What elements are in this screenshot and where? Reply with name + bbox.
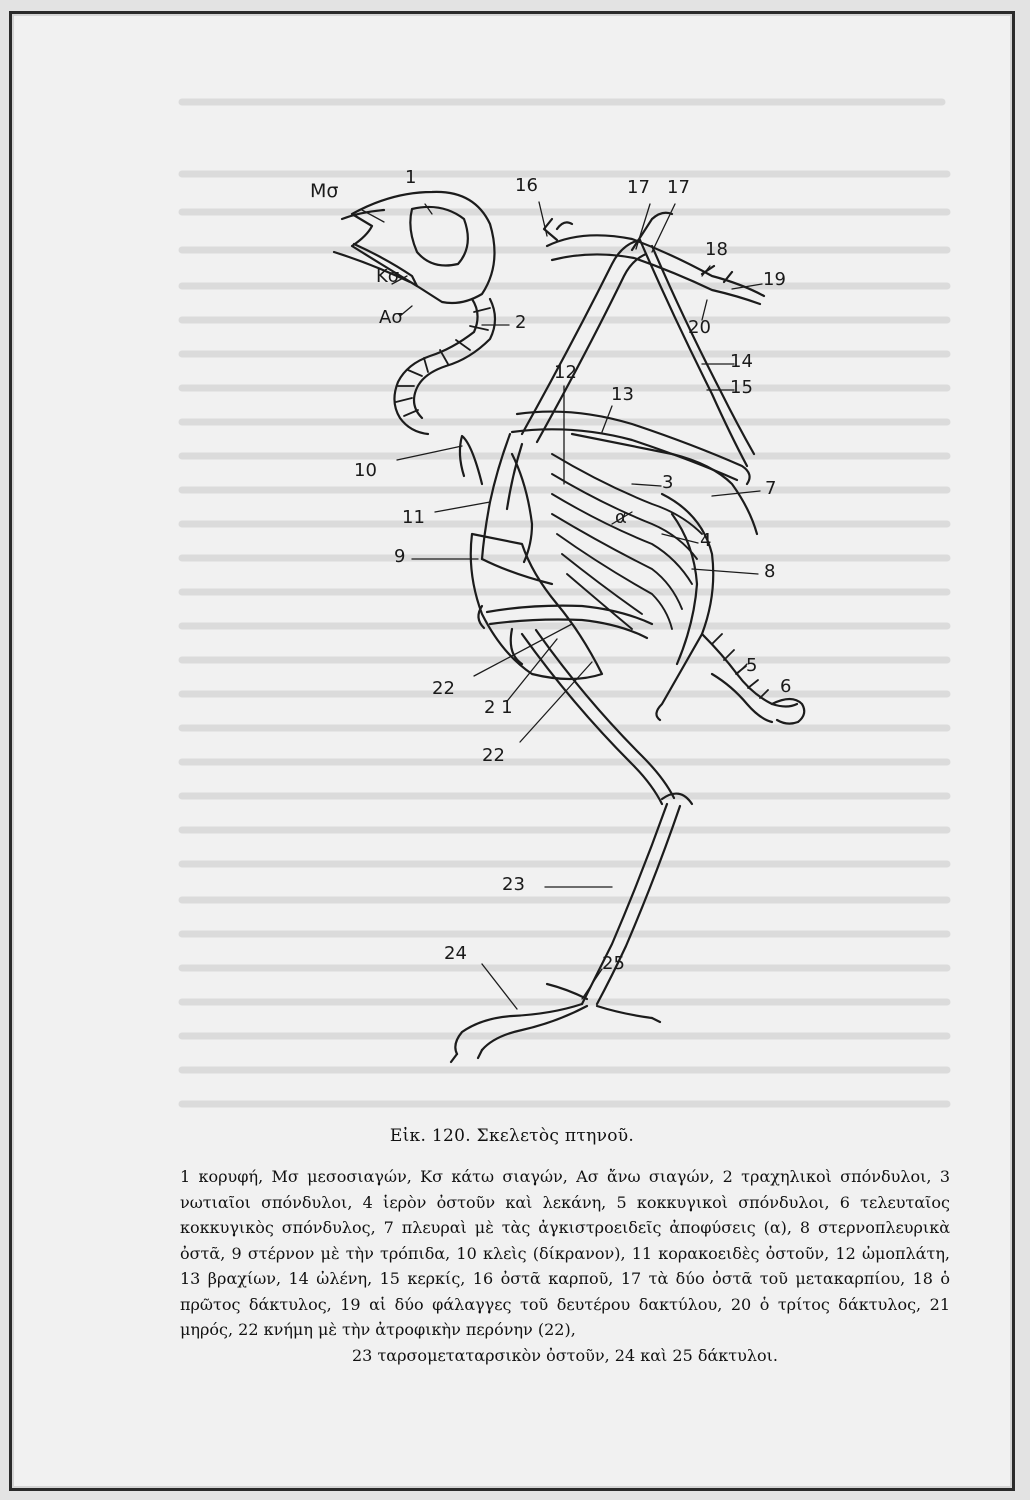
figure-label-premaxilla: Μσ bbox=[310, 180, 339, 202]
figure-label-20: 20 bbox=[688, 317, 711, 338]
figure-label-13: 13 bbox=[611, 384, 634, 405]
figure-label-22b: 22 bbox=[482, 745, 505, 766]
figure-label-4: 4 bbox=[700, 530, 712, 551]
figure-label-15: 15 bbox=[730, 377, 753, 398]
caption-legend-last-line: 23 ταρσομεταταρσικὸν ὀστοῦν, 24 καὶ 25 δάκτυλοι. bbox=[352, 1345, 778, 1365]
figure-caption-legend bbox=[180, 1164, 950, 1368]
figure-label-25: 25 bbox=[602, 953, 625, 974]
figure-label-18: 18 bbox=[705, 239, 728, 260]
figure-label-8: 8 bbox=[764, 561, 776, 582]
figure-label-lower-jaw: Κσ bbox=[376, 266, 400, 287]
pelvis bbox=[656, 494, 713, 720]
figure-label-2: 2 bbox=[515, 312, 527, 333]
neck-vertebrae bbox=[394, 299, 477, 434]
figure-label-23: 23 bbox=[502, 874, 525, 895]
tarsometatarsus bbox=[582, 804, 667, 1004]
figure-label-19: 19 bbox=[763, 269, 786, 290]
figure-label-9: 9 bbox=[394, 546, 406, 567]
figure-label-21: 2 1 bbox=[484, 697, 513, 718]
figure-label-12: 12 bbox=[554, 362, 577, 383]
skull bbox=[352, 192, 495, 303]
figure-label-17a: 17 bbox=[627, 177, 650, 198]
figure-label-10: 10 bbox=[354, 460, 377, 481]
figure-label-3: 3 bbox=[662, 472, 674, 493]
ribs bbox=[552, 454, 702, 629]
figure-label-16: 16 bbox=[515, 175, 538, 196]
figure-label-alpha: α bbox=[615, 507, 627, 528]
toes bbox=[451, 984, 660, 1062]
figure-label-upper-jaw: Ασ bbox=[379, 307, 403, 328]
figure-label-1: 1 bbox=[405, 167, 417, 188]
figure-label-22a: 22 bbox=[432, 678, 455, 699]
figure-label-7: 7 bbox=[765, 478, 777, 499]
pygostyle bbox=[772, 699, 804, 724]
figure-label-14: 14 bbox=[730, 351, 753, 372]
book-page bbox=[12, 14, 1012, 1488]
tibiotarsus bbox=[522, 634, 662, 804]
caption-legend-text: 1 κορυφή, Μσ μεσοσιαγών, Κσ κάτω σιαγών, Ασ ἄνω σιαγών, 2 τραχηλικοὶ σπόνδυλοι, 3 νωτιαῖοι σπόνδυλοι, 4 ἱερὸν ὀστοῦν καὶ λεκάνη, 5 κοκκυγικοὶ σπόνδυλοι, 6 τελευταῖος κοκκυγικὸς σπόνδυλος, 7 πλευραὶ μὲ τὰς ἀγκιστροειδεῖς ἀποφύσεις (α), 8 στερνοπλευρικὰ ὀστᾶ, 9 στέρνον μὲ τὴν τρόπιδα, 10 κλεὶς (δίκρανον), 11 κορακοειδὲς ὀστοῦν, 12 ὠμοπλάτη, 13 βραχίων, 14 ὠλένη, 15 κερκίς, 16 ὀστᾶ καρποῦ, 17 τὰ δύο ὀστᾶ τοῦ μετακαρπίου, 18 ὁ πρῶτος δάκτυλος, 19 αἱ δύο φάλαγγες τοῦ δευτέρου δακτύλου, 20 ὁ τρίτος δάκτυλος, 21 μηρός, 22 κνήμη μὲ τὴν ἀτροφικὴν περόνην (22), bbox=[180, 1167, 950, 1339]
figure-label-24: 24 bbox=[444, 943, 467, 964]
figure-label-6: 6 bbox=[780, 676, 792, 697]
figure-label-17b: 17 bbox=[667, 177, 690, 198]
figure-label-11: 11 bbox=[402, 507, 425, 528]
figure-label-5: 5 bbox=[746, 655, 758, 676]
figure-caption-title: Εἰκ. 120. Σκελετὸς πτηνοῦ. bbox=[389, 1126, 635, 1146]
